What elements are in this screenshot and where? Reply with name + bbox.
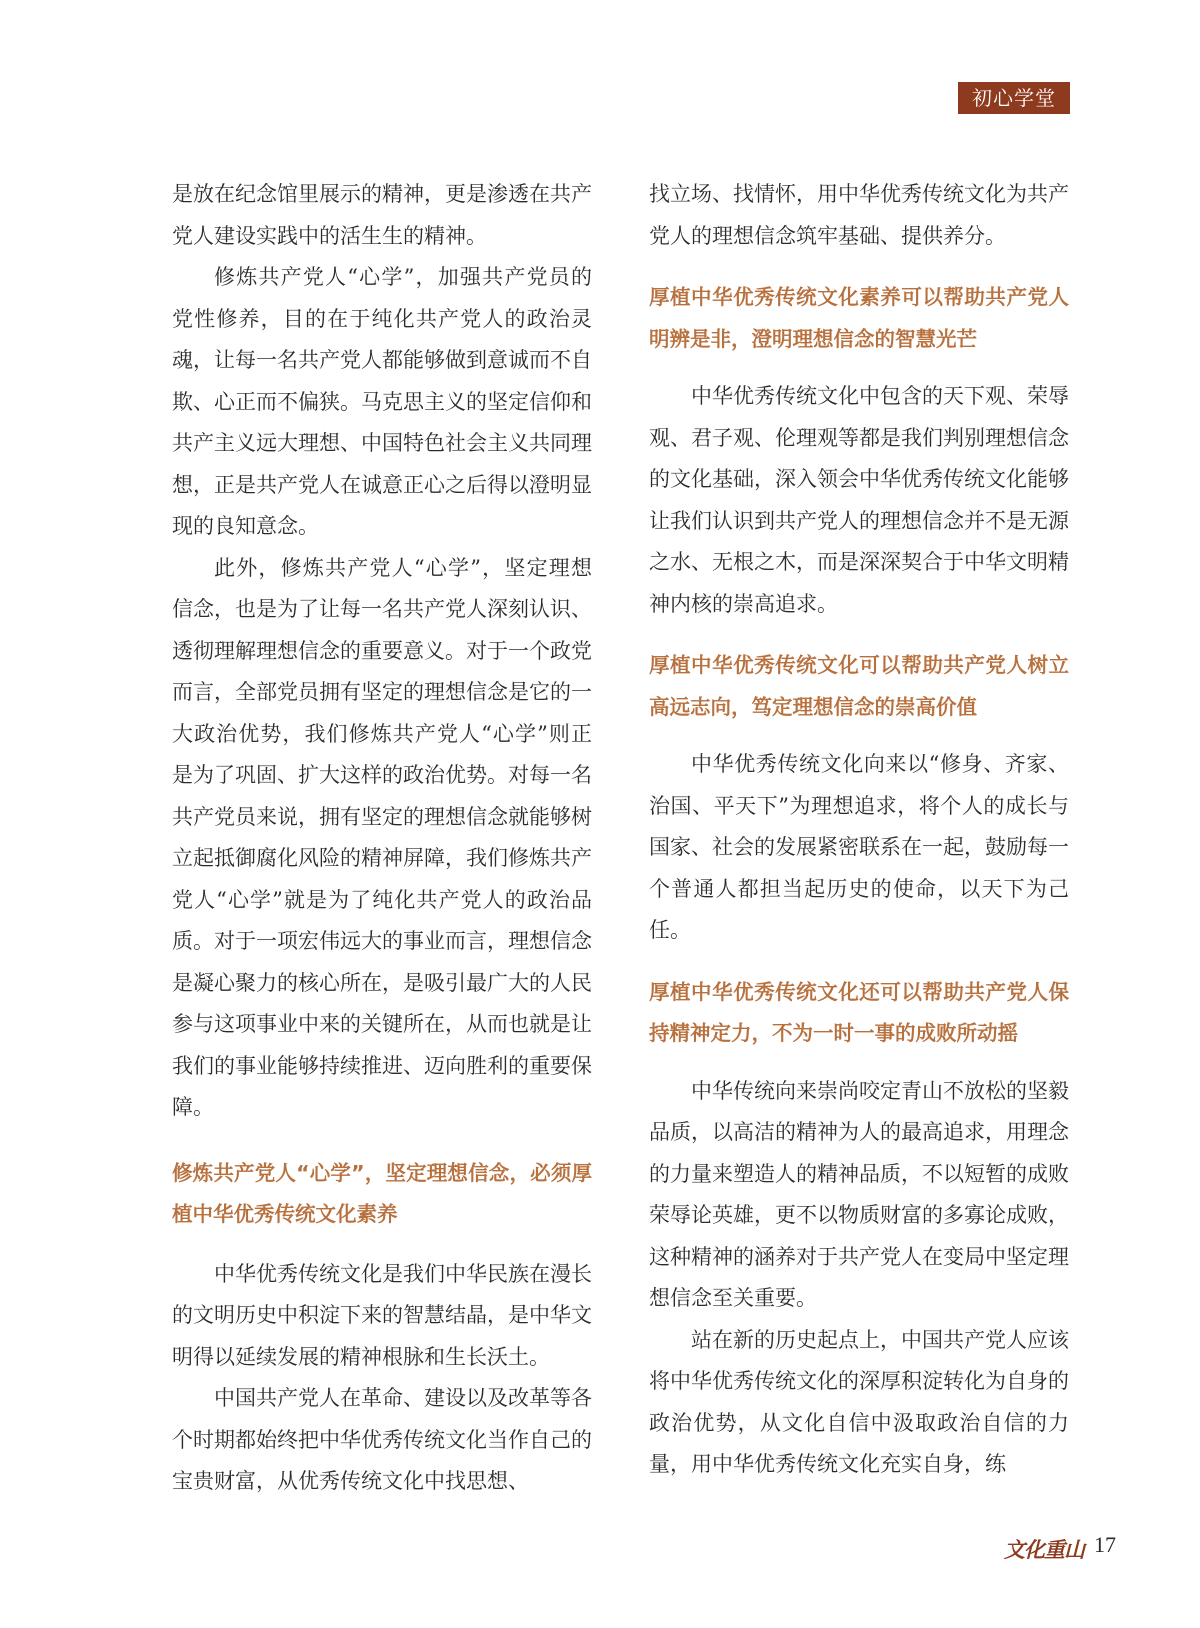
paragraph: 站在新的历史起点上，中国共产党人应该将中华优秀传统文化的深厚积淀转化为自身的政治优势，从文化自信中汲取政治自信的力量，用中华优秀传统文化充实自身，练	[649, 1327, 1069, 1476]
page-number: 17	[1094, 1532, 1116, 1557]
paragraph: 此外，修炼共产党人“心学”，坚定理想信念，也是为了让每一名共产党人深刻认识、透彻理解理想信念的重要意义。对于一个政党而言，全部党员拥有坚定的理想信念是它的一大政治优势，我们修炼共产党人“心学”则正是为了巩固、扩大这样的政治优势。对每一名共产党员来说，拥有坚定的理想信念就能够树立起抵御腐化风险的精神屏障，我们修炼共产党人“心学”就是为了纯化共产党人的政治品质。对于一项宏伟远大的事业而言，理想信念是凝心聚力的核心所在，是吸引最广大的人民参与这项事业中来的关键所在，从而也就是让我们的事业能够持续推进、迈向胜利的重要保障。	[172, 555, 592, 1119]
paragraph: 中华传统向来崇尚咬定青山不放松的坚毅品质，以高洁的精神为人的最高追求，用理念的力量来塑造人的精神品质，不以短暂的成败荣辱论英雄，更不以物质财富的多寡论成败，这种精神的涵养对于共产党人在变局中坚定理想信念至关重要。	[649, 1078, 1069, 1310]
left-column	[172, 174, 592, 1503]
paragraph: 中华优秀传统文化是我们中华民族在漫长的文明历史中积淀下来的智慧结晶，是中华文明得以延续发展的精神根脉和生长沃土。	[172, 1261, 592, 1369]
paragraph: 中国共产党人在革命、建设以及改革等各个时期都始终把中华优秀传统文化当作自己的宝贵财富，从优秀传统文化中找思想、	[172, 1386, 592, 1493]
right-column	[649, 174, 1069, 1486]
section-tag: 初心学堂	[958, 82, 1070, 114]
paragraph: 中华优秀传统文化向来以“修身、齐家、治国、平天下”为理想追求，将个人的成长与国家、社会的发展紧密联系在一起，鼓励每一个普通人都担当起历史的使命，以天下为己任。	[649, 752, 1069, 942]
section-heading: 厚植中华优秀传统文化还可以帮助共产党人保持精神定力，不为一时一事的成败所动摇	[649, 979, 1069, 1045]
section-heading: 厚植中华优秀传统文化可以帮助共产党人树立高远志向，笃定理想信念的崇高价值	[649, 653, 1069, 719]
section-heading: 修炼共产党人“心学”，坚定理想信念，必须厚植中华优秀传统文化素养	[172, 1160, 592, 1226]
paragraph: 找立场、找情怀，用中华优秀传统文化为共产党人的理想信念筑牢基础、提供养分。	[649, 182, 1069, 248]
paragraph: 是放在纪念馆里展示的精神，更是渗透在共产党人建设实践中的活生生的精神。	[172, 182, 592, 248]
paragraph: 中华优秀传统文化中包含的天下观、荣辱观、君子观、伦理观等都是我们判别理想信念的文化基础，深入领会中华优秀传统文化能够让我们认识到共产党人的理想信念并不是无源之水、无根之木，而是深深契合于中华文明精神内核的崇高追求。	[649, 384, 1069, 616]
section-heading: 厚植中华优秀传统文化素养可以帮助共产党人明辨是非，澄明理想信念的智慧光芒	[649, 285, 1069, 351]
magazine-logo: 文化重山	[1004, 1537, 1084, 1562]
paragraph: 修炼共产党人“心学”，加强共产党员的党性修养，目的在于纯化共产党人的政治灵魂，让每一名共产党人都能够做到意诚而不自欺、心正而不偏狭。马克思主义的坚定信仰和共产主义远大理想、中国特色社会主义共同理想，正是共产党人在诚意正心之后得以澄明显现的良知意念。	[172, 265, 592, 538]
